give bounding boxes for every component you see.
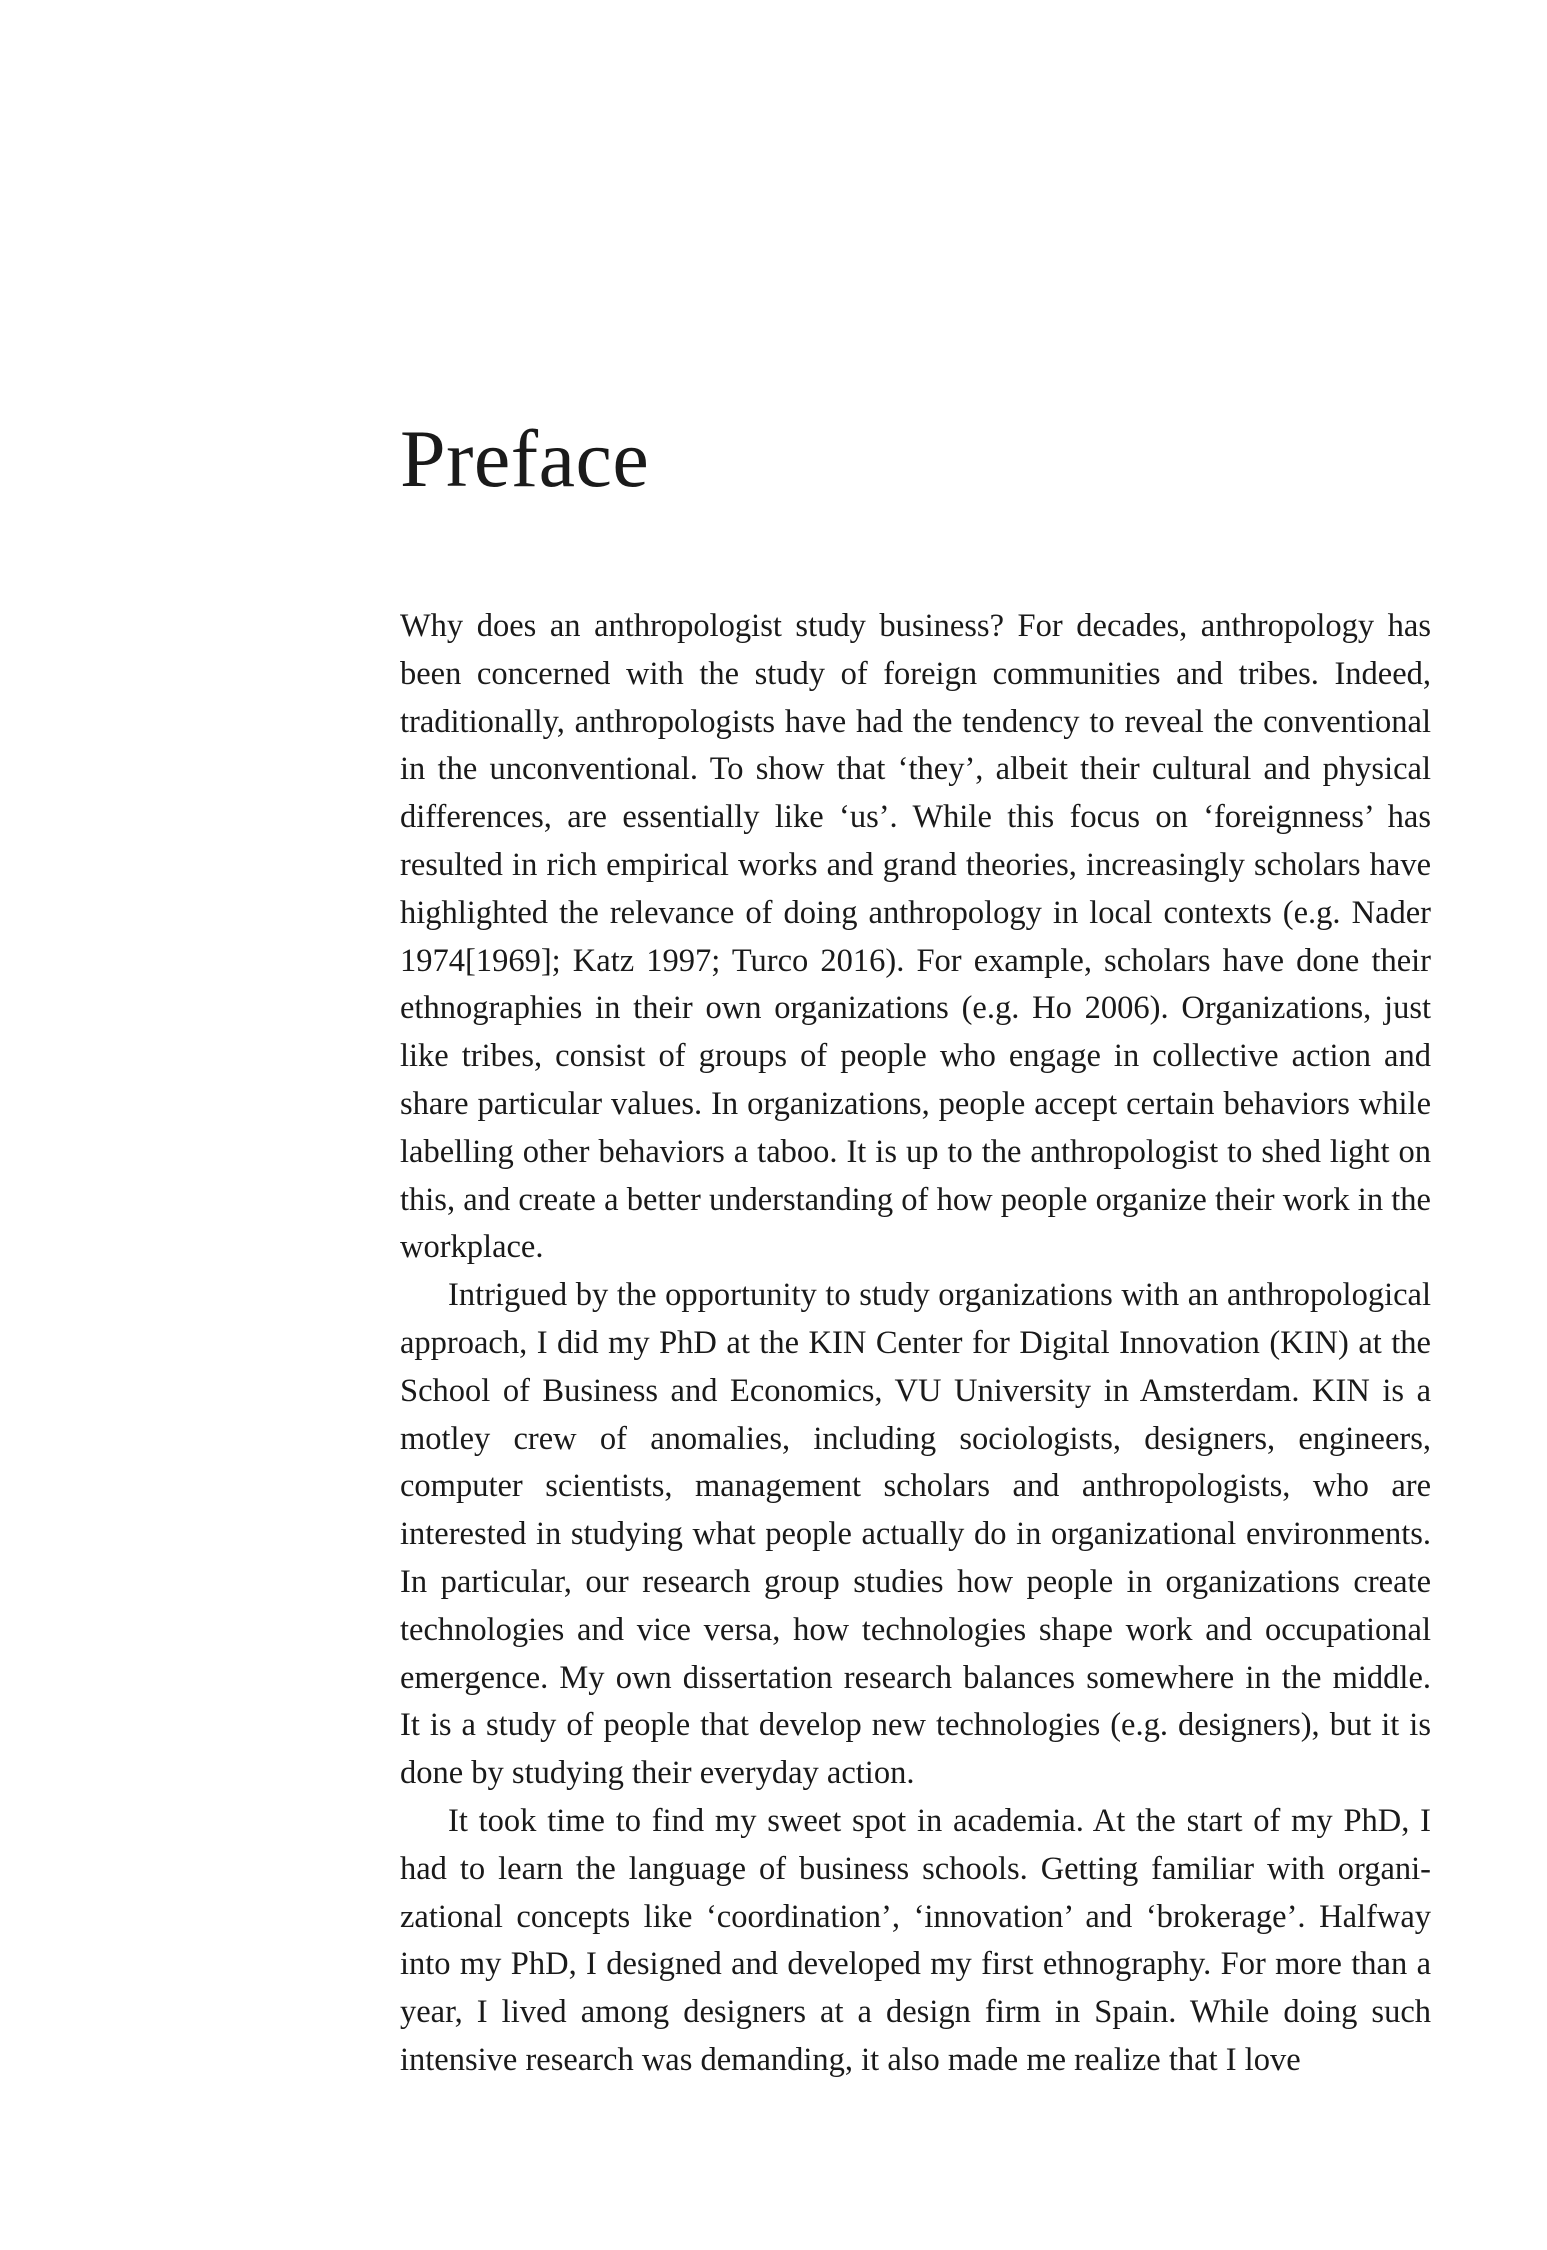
paragraph-1: Why does an anthropologist study business? For decades, anthropology has been concerned with the study of foreign communities and tribes. Indeed, traditionally, anthropologists have had the tendency to reveal the conventional in the unconventional. To show that ‘they’, albeit their cultural and physical differences, are essentially like ‘us’. While this focus on ‘foreignness’ has resulted in rich empirical works and grand theories, increasingly scholars have highlighted the relevance of doing anthropology in local contexts (e.g. Nader 1974[1969]; Katz 1997; Turco 2016). For example, scholars have done their ethnographies in their own organizations (e.g. Ho 2006). Organizations, just like tribes, consist of groups of people who engage in collective action and share particular values. In organizations, people accept certain behaviors while labelling other behaviors a taboo. It is up to the anthropologist to shed light on this, and create a better understanding of how people organize their work in the workplace. bbox=[400, 608, 1431, 1266]
paragraph-3: It took time to find my sweet spot in academia. At the start of my PhD, I had to learn the language of business schools. Getting familiar with organizational concepts like ‘coordination’, ‘innovation’ and ‘brokerage’. Halfway into my PhD, I designed and developed my first ethnography. For more than a year, I lived among designers at a design firm in Spain. While doing such intensive research was demanding, it also made me realize that I love bbox=[400, 1802, 1431, 2078]
body-text bbox=[400, 603, 1431, 2085]
paragraph-2: Intrigued by the opportunity to study organizations with an anthropological approach, I did my PhD at the KIN Center for Digital Innovation (KIN) at the School of Business and Economics, VU University in Amsterdam. KIN is a motley crew of anomalies, including sociologists, designers, engineers, computer scientists, management scholars and anthropologists, who are interested in studying what people actually do in organizational environments. In particular, our research group studies how people in organizations create technologies and vice versa, how technologies shape work and occupational emergence. My own dissertation research balances somewhere in the middle. It is a study of people that develop new technologies (e.g. designers), but it is done by studying their everyday action. bbox=[400, 1277, 1431, 1792]
chapter-title: Preface bbox=[400, 413, 650, 504]
